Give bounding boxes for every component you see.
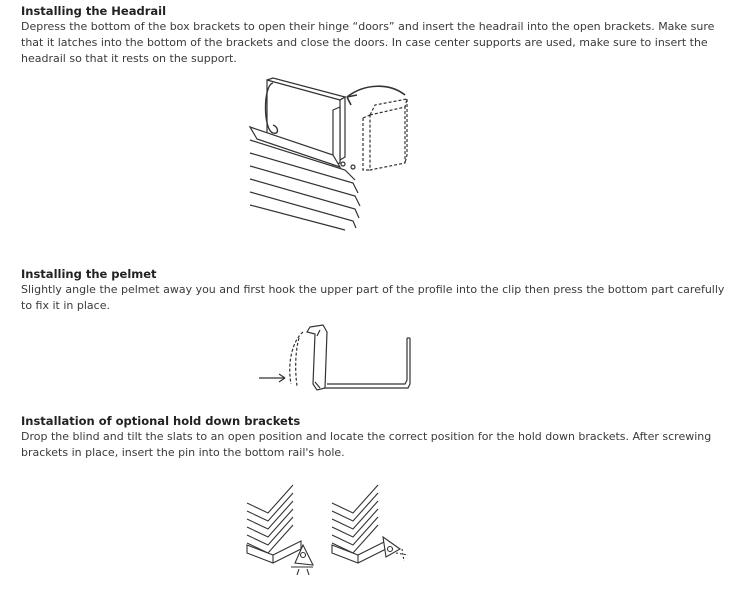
section-heading: Installing the Headrail: [21, 4, 167, 18]
headrail-illustration: [245, 75, 415, 235]
section-heading: Installing the pelmet: [21, 267, 157, 281]
section-headrail: [21, 4, 736, 67]
section-text: Drop the blind and tilt the slats to an open position and locate the correct position for the hold down brackets. After screwing brackets in place, insert the pin into the bottom rail's hole.: [21, 430, 712, 459]
section-heading: Installation of optional hold down brackets: [21, 414, 301, 428]
section-text: Depress the bottom of the box brackets to open their hinge “doors” and insert the headrail into the open brackets. Make sure that it latches into the bottom of the brackets and close the doors. In case center supports are used, make sure to insert the headrail so that it rests on the support.: [21, 20, 715, 65]
section-hold-down: [21, 414, 736, 461]
pelmet-illustration: [255, 322, 420, 397]
section-pelmet: [21, 267, 736, 314]
hold-down-brackets-illustration: [243, 483, 423, 583]
section-text: Slightly angle the pelmet away you and first hook the upper part of the profile into the clip then press the bottom part carefully to fix it in place.: [21, 283, 725, 312]
